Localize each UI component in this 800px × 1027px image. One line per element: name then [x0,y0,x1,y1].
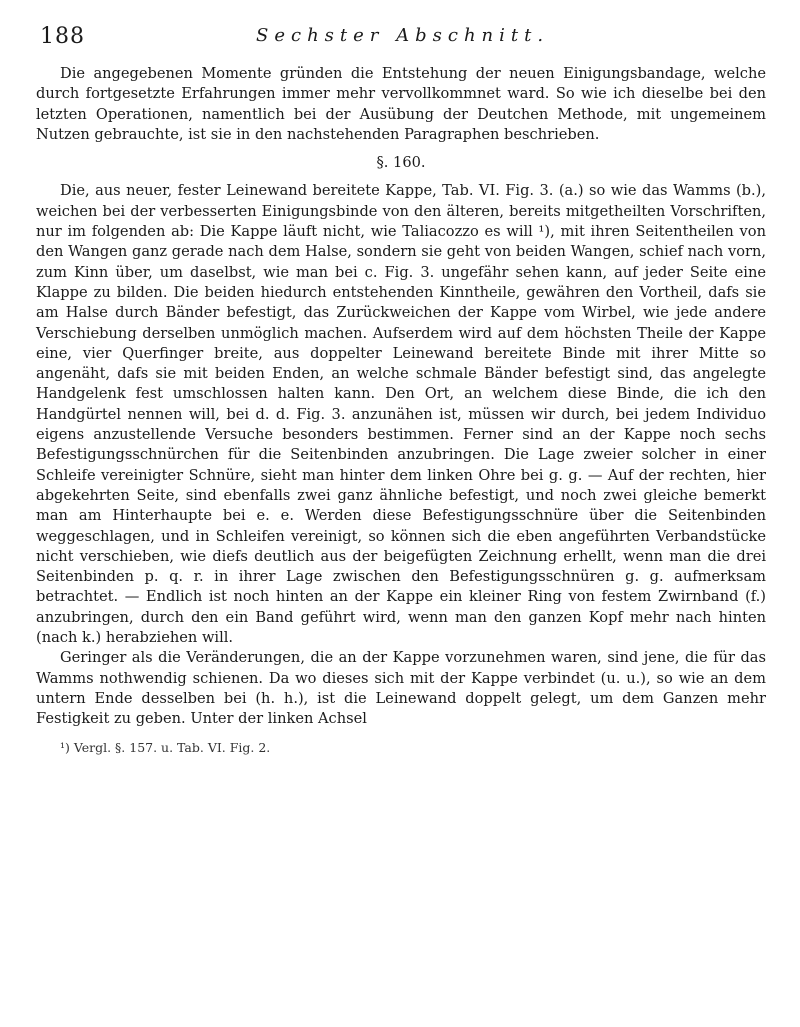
paragraph-continued: Geringer als die Veränderungen, die an der Kappe vorzunehmen waren, sind jene, die für das Wamms nothwendig schienen. Da wo dieses sich mit der Kappe verbindet (u. u.), so wie an dem untern Ende desselben bei (h. h.), ist die Leinewand doppelt gelegt, um dem Ganzen mehr Festigkeit zu geben. Unter der linken Achsel [36,649,766,728]
footnote: ¹) Vergl. §. 157. u. Tab. VI. Fig. 2. [60,739,271,755]
page-header [36,24,766,64]
paragraph-intro: Die angegebenen Momente gründen die Entstehung der neuen Einigungsbandage, welche durch fortgesetzte Erfahrungen immer mehr vervollkommnet ward. So wie ich dieselbe bei den letzten Operationen, namentlich bei der Ausübung der Deutchen Methode, mit ungemeinem Nutzen gebrauchte, ist sie in den nachstehenden Paragraphen beschrieben. [36,65,766,143]
running-head: Sechster Abschnitt. [256,25,550,46]
section-number: §. 160. [376,154,426,172]
page-number: 188 [40,24,85,49]
body-text [36,64,766,730]
paragraph-main: Die, aus neuer, fester Leinewand bereitete Kappe, Tab. VI. Fig. 3. (a.) so wie das Wamms (b.), weichen bei der verbesserten Einigungsbinde von den älteren, bereits mitgetheilten Vorschriften, nur im folgenden ab: Die Kappe läuft nicht, wie Taliacozzo es will ¹), mit ihren Seitentheilen von den Wangen ganz gerade nach dem Halse, sondern sie geht von beiden Wangen, schief nach vorn, zum Kinn über, um daselbst, wie man bei c. Fig. 3. ungefähr sehen kann, auf jeder Seite eine Klappe zu bilden. Die beiden hiedurch entstehenden Kinntheile, gewähren den Vortheil, dafs sie am Halse durch Bänder befestigt, das Zurückweichen der Kappe vom Wirbel, wie jede andere Verschiebung derselben unmöglich machen. Aufserdem wird auf dem höchsten Theile der Kappe eine, vier Querfinger breite, aus doppelter Leinewand bereitete Binde mit ihrer Mitte so angenäht, dafs sie mit beiden Enden, an welche schmale Bänder befestigt sind, das angelegte Handgelenk fest umschlossen halten kann. Den Ort, an welchem diese Binde, die ich den Handgürtel nennen will, bei d. d. Fig. 3. anzunähen ist, müssen wir durch, bei jedem Individuo eigens anzustellende Versuche besonders bestimmen. Ferner sind an der Kappe noch sechs Befestigungsschnürchen für die Seitenbinden anzubringen. Die Lage zweier solcher in einer Schleife vereinigter Schnüre, sieht man hinter dem linken Ohre bei g. g. — Auf der rechten, hier abgekehrten Seite, sind ebenfalls zwei ganz ähnliche befestigt, und noch zwei gleiche bemerkt man am Hinterhaupte bei e. e. Werden diese Befestigungsschnüre über die Seitenbinden weggeschlagen, und in Schleifen vereinigt, so können sich die eben angeführten Verbandstücke nicht verschieben, wie diefs deutlich aus der beigefügten Zeichnung erhellt, wenn man die drei Seitenbinden p. q. r. in ihrer Lage zwischen den Befestigungsschnüren g. g. aufmerksam betrachtet. — Endlich ist noch hinten an der Kappe ein kleiner Ring von festem Zwirnband (f.) anzubringen, durch den ein Band geführt wird, wenn man den ganzen Kopf mehr nach hinten (nach k.) herabziehen will. [36,182,766,647]
